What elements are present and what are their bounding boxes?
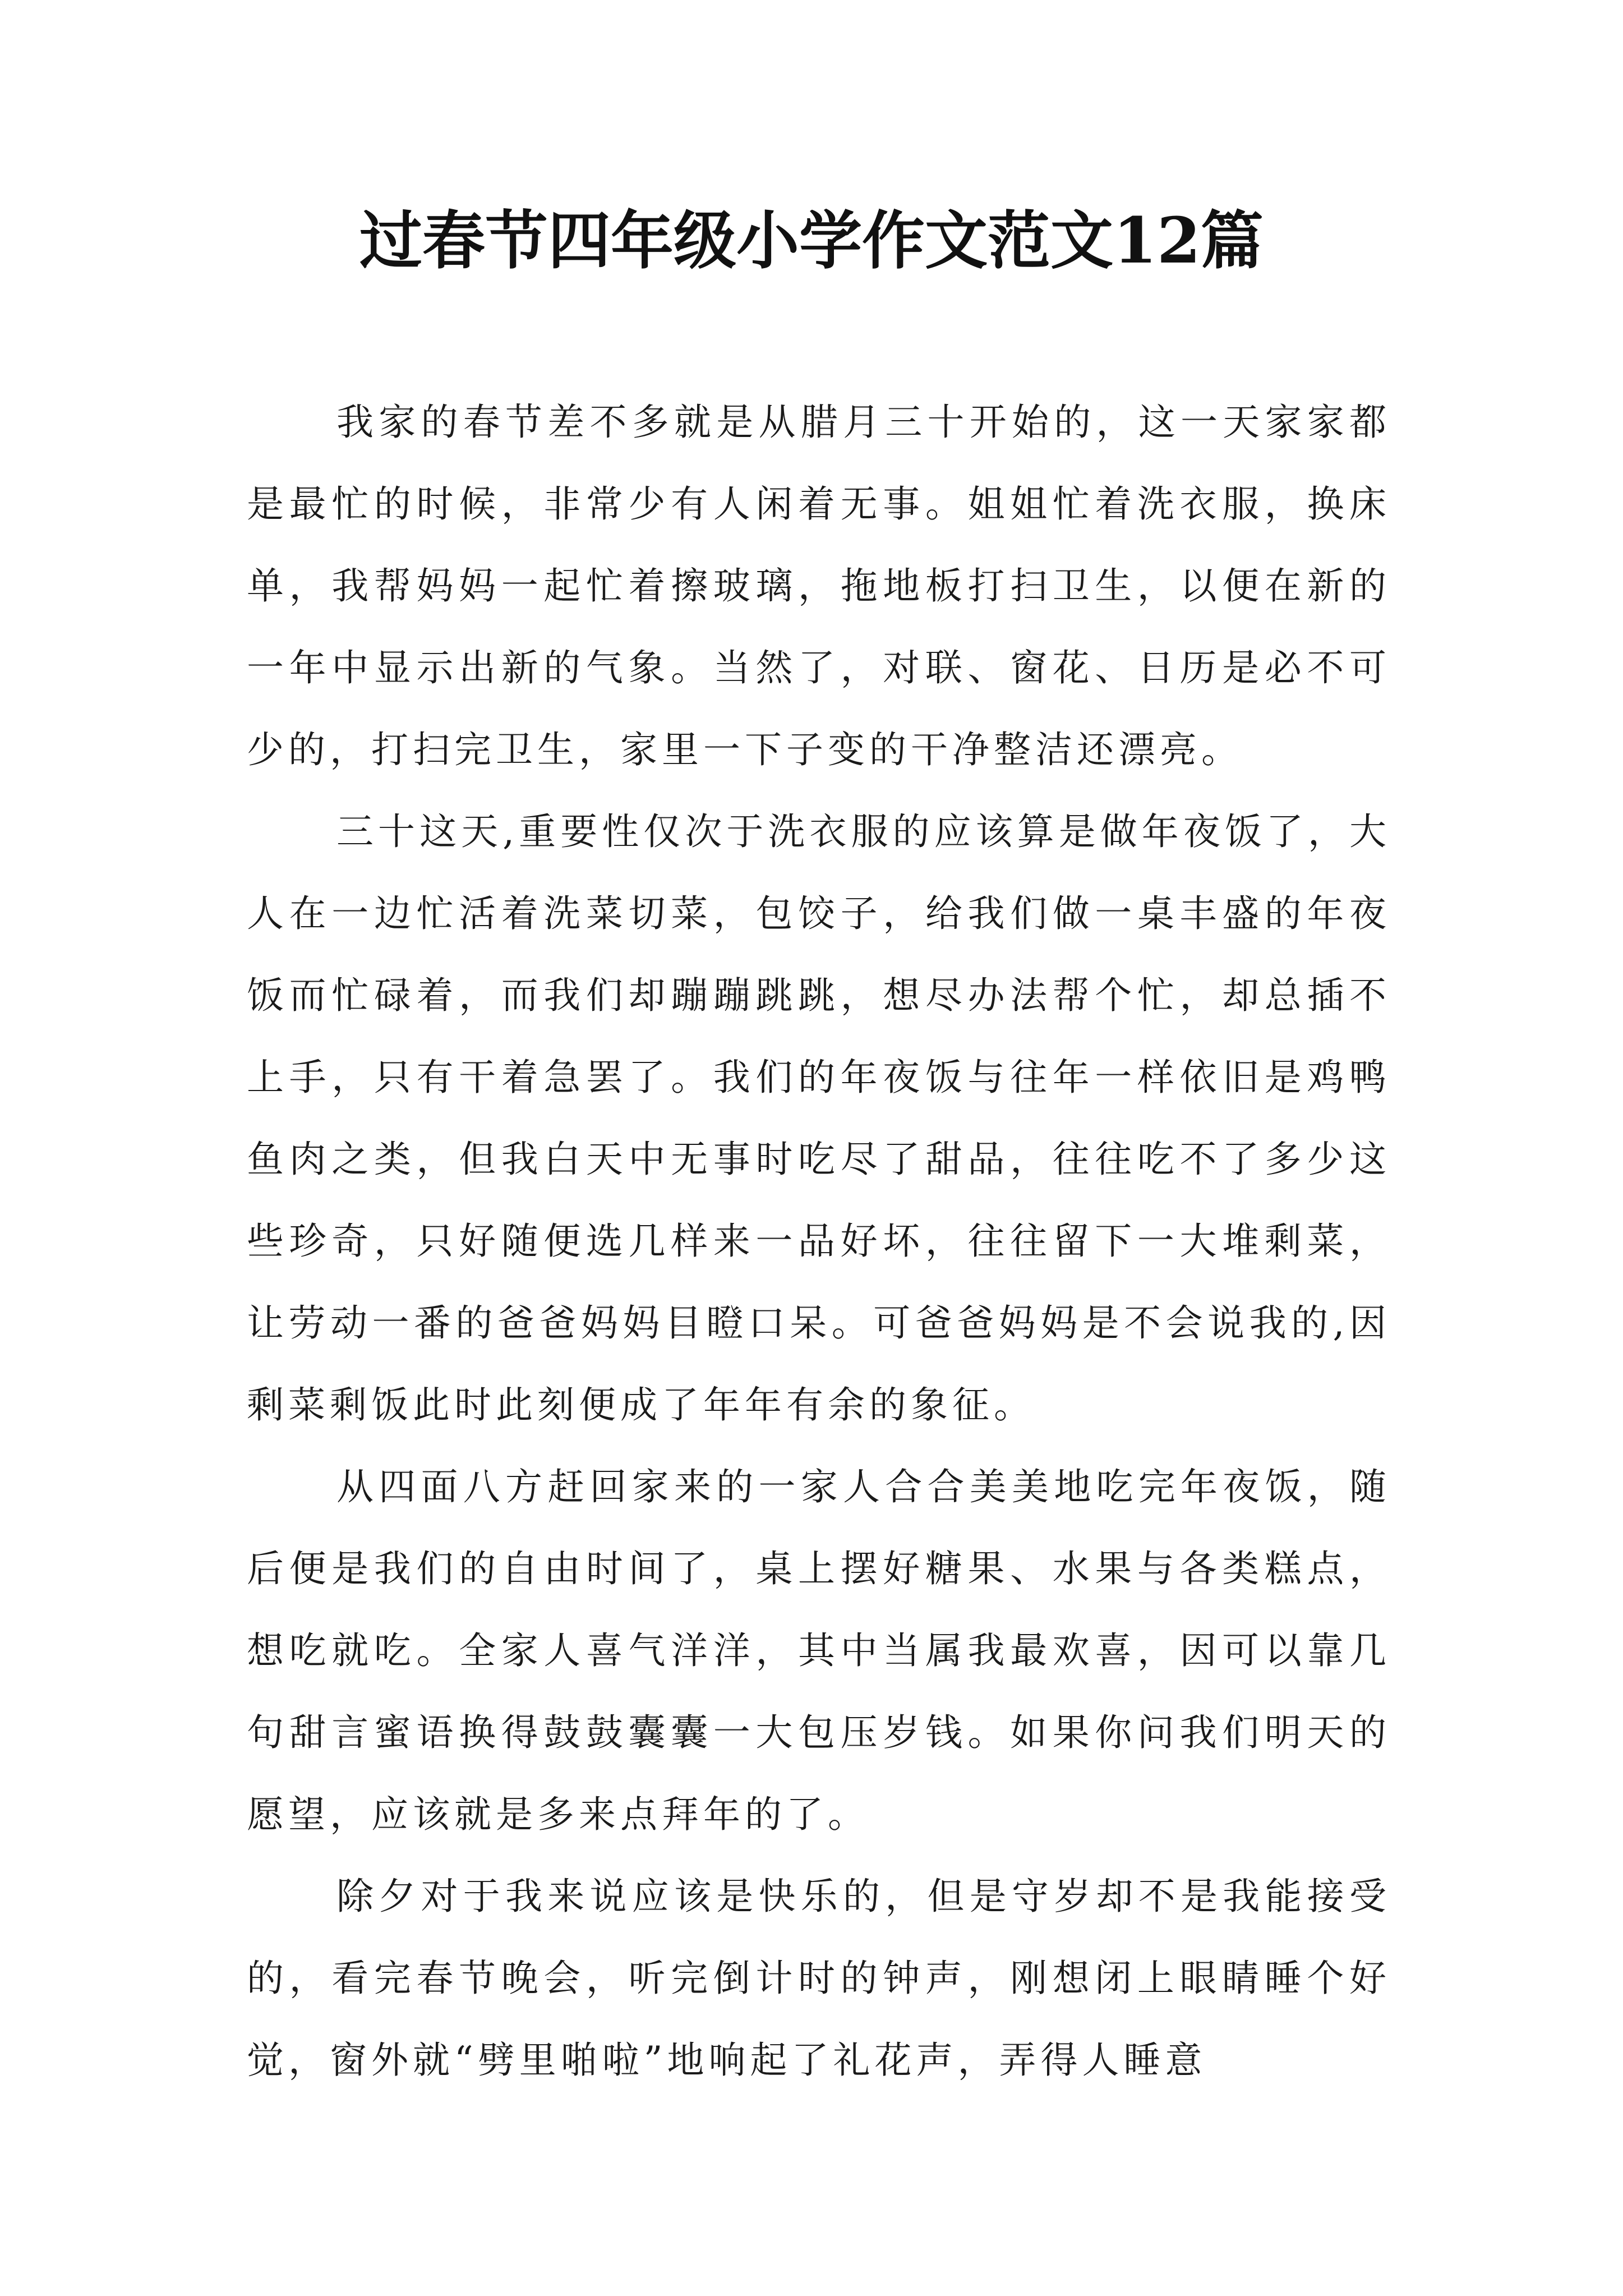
paragraph-2: 三十这天,重要性仅次于洗衣服的应该算是做年夜饭了，大人在一边忙活着洗菜切菜，包饺子，给我们做一桌丰盛的年夜饭而忙碌着，而我们却蹦蹦跳跳，想尽办法帮个忙，却总插不上手，只有干着急罢了。我们的年夜饭与往年一样依旧是鸡鸭鱼肉之类，但我白天中无事时吃尽了甜品，往往吃不了多少这些珍奇，只好随便选几样来一品好坏，往往留下一大堆剩菜，让劳动一番的爸爸妈妈目瞪口呆。可爸爸妈妈是不会说我的,因剩菜剩饭此时此刻便成了年年有余的象征。 — [247, 810, 1391, 1427]
paragraph-1: 我家的春节差不多就是从腊月三十开始的，这一天家家都是最忙的时候，非常少有人闲着无事。姐姐忙着洗衣服，换床单，我帮妈妈一起忙着擦玻璃，拖地板打扫卫生，以便在新的一年中显示出新的气象。当然了，对联、窗花、日历是必不可少的，打扫完卫生，家里一下子变的干净整洁还漂亮。 — [247, 401, 1391, 771]
paragraph-3: 从四面八方赶回家来的一家人合合美美地吃完年夜饭，随后便是我们的自由时间了，桌上摆好糖果、水果与各类糕点，想吃就吃。全家人喜气洋洋，其中当属我最欢喜，因可以靠几句甜言蜜语换得鼓鼓囊囊一大包压岁钱。如果你问我们明天的愿望，应该就是多来点拜年的了。 — [247, 1465, 1391, 1836]
paragraph-4: 除夕对于我来说应该是快乐的，但是守岁却不是我能接受的，看完春节晚会，听完倒计时的钟声，刚想闭上眼睛睡个好觉，窗外就“劈里啪啦”地响起了礼花声，弄得人睡意 — [247, 1875, 1391, 2082]
document-title: 过春节四年级小学作文范文12篇 — [359, 204, 1264, 278]
document-body — [247, 381, 1391, 2101]
